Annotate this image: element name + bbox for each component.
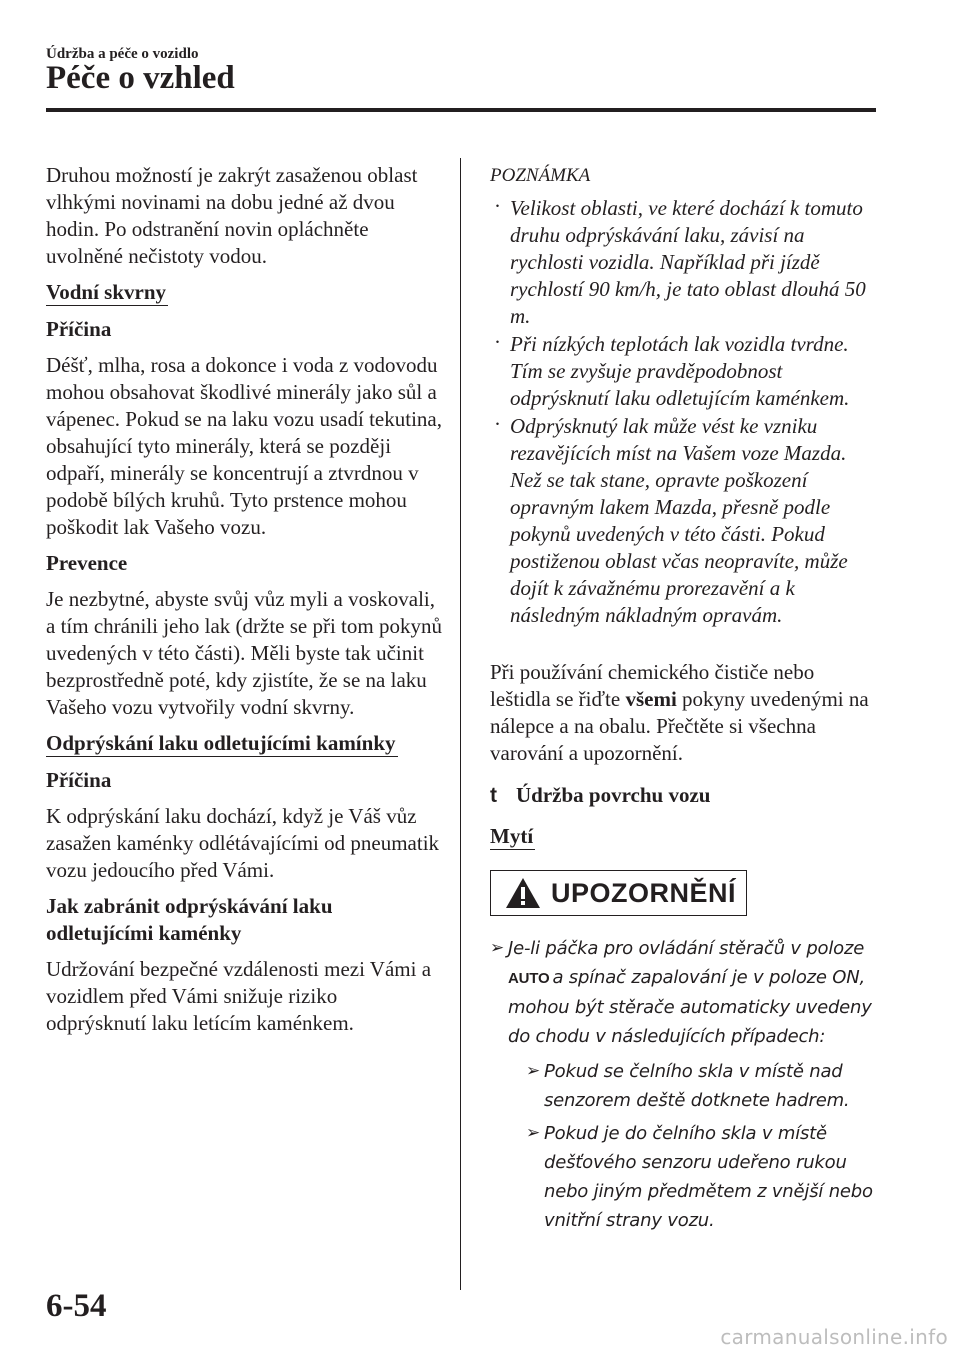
- cause-heading: Příčina: [46, 317, 112, 341]
- prevention-how-paragraph: Udržování bezpečné vzdálenosti mezi Vámi a vozidlem před Vámi snižuje riziko odprýsknutí laku letícím kaménkem.: [46, 957, 432, 1035]
- prevention-paragraph: Je nezbytné, abyste svůj vůz myli a voskovali, a tím chránili jeho lak (držte se při tom pokynů uvedených v této části). Měli byste tak učinit bezprostředně poté, kdy zjistíte, že se na laku Vašeho vozu vytvořily vodní skvrny.: [46, 587, 442, 719]
- note-title: POZNÁMKA: [490, 165, 591, 186]
- prevention-heading: Prevence: [46, 551, 128, 575]
- warning-triangle-icon: [505, 877, 541, 909]
- caution-subitem: ➢ Pokud se čelního skla v místě nad senzorem deště dotknete hadrem.: [526, 1057, 880, 1115]
- breadcrumb: Údržba a péče o vozidlo: [46, 46, 199, 62]
- prevention-how-heading: Jak zabránit odprýskávání laku odletujícími kaménky: [46, 894, 333, 945]
- section-marker-icon: t: [490, 784, 497, 807]
- column-divider: [460, 158, 461, 1290]
- intro-paragraph: Druhou možností je zakrýt zasaženou oblast vlhkými novinami na dobu jedné až dvou hodin. Po odstranění novin opláchněte uvolněné nečistoty vodou.: [46, 163, 418, 268]
- cause-heading-2: Příčina: [46, 768, 112, 792]
- warning-label: UPOZORNĚNÍ: [551, 877, 737, 908]
- caution-block: [490, 934, 880, 1235]
- water-spots-heading: Vodní skvrny: [46, 280, 167, 304]
- note-item: · Při nízkých teplotách lak vozidla tvrdne. Tím se zvyšuje pravděpodobnost odprýsknutí laku odletujícím kaménkem.: [494, 330, 850, 410]
- wash-heading: Mytí: [490, 824, 534, 848]
- bullet-icon: ·: [494, 330, 501, 354]
- warning-box: [490, 870, 747, 916]
- cause-paragraph: Déšť, mlha, rosa a dokonce i voda z vodovodu mohou obsahovat škodlivé minerály jako sůl a vápenec. Pokud se na laku vozu usadí tekutina, obsahující tyto minerály, která se později odpaří, minerály se koncentrují a ztvrdnou v podobě bílých kruhů. Tyto prstence mohou poškodit lak Vašeho vozu.: [46, 353, 442, 539]
- watermark: carmanualsonline.info: [720, 1325, 948, 1349]
- caution-item: ➢ Je-li páčka pro ovládání stěračů v poloze AUTO a spínač zapalování je v poloze ON, mohou být stěrače automaticky uvedeny do chodu v následujících případech: ➢ Pokud se čelního skla v místě nad senzorem deště dotknete hadrem. ➢ Pokud je do čelního skla v místě dešťového senzoru udeřeno rukou nebo jiným předmětem z vnější nebo vnitřní strany vozu.: [490, 934, 880, 1235]
- bullet-icon: ·: [494, 194, 501, 218]
- note-item: · Velikost oblasti, ve které dochází k tomuto druhu odprýskávání laku, závisí na rychlosti vozidla. Například při jízdě rychlostí 90 km/h, je tato oblast dlouhá 50 m.: [494, 194, 866, 328]
- page-number: 6-54: [46, 1288, 107, 1324]
- left-column: [46, 162, 442, 1037]
- arrow-right-icon: ➢: [490, 938, 505, 958]
- header-rule: [46, 108, 876, 112]
- bullet-icon: ·: [494, 412, 501, 436]
- arrow-right-icon: ➢: [526, 1123, 541, 1143]
- chemical-paragraph: Při používání chemického čističe nebo leštidla se řiďte všemi pokyny uvedenými na nálepce a na obalu. Přečtěte si všechna varování a upozornění.: [490, 660, 869, 765]
- right-column: [490, 162, 880, 1235]
- section-heading: t Údržba povrchu vozu: [490, 783, 711, 807]
- note-list: [490, 195, 880, 629]
- caution-subitem: ➢ Pokud je do čelního skla v místě dešťového senzoru udeřeno rukou nebo jiným předmětem z vnější nebo vnitřní strany vozu.: [526, 1119, 880, 1235]
- emphasis-all: všemi: [625, 687, 677, 711]
- chipping-heading: Odprýskání laku odletujícími kamínky: [46, 731, 396, 755]
- cause-paragraph-2: K odprýskání laku dochází, když je Váš vůz zasažen kaménky odlétávajícími od pneumatik vozu jedoucího před Vámi.: [46, 804, 440, 882]
- auto-position-label: AUTO: [508, 970, 550, 987]
- page-title: Péče o vzhled: [46, 60, 235, 96]
- note-item: · Odprýsknutý lak může vést ke vzniku rezavějících míst na Vašem voze Mazda. Než se tak stane, opravte poškození opravným lakem Mazda, přesně podle pokynů uvedených v této části. Pokud postiženou oblast včas neopravíte, může dojít k závažnému prorezavění a k následným nákladným opravám.: [494, 412, 848, 627]
- arrow-right-icon: ➢: [526, 1061, 541, 1081]
